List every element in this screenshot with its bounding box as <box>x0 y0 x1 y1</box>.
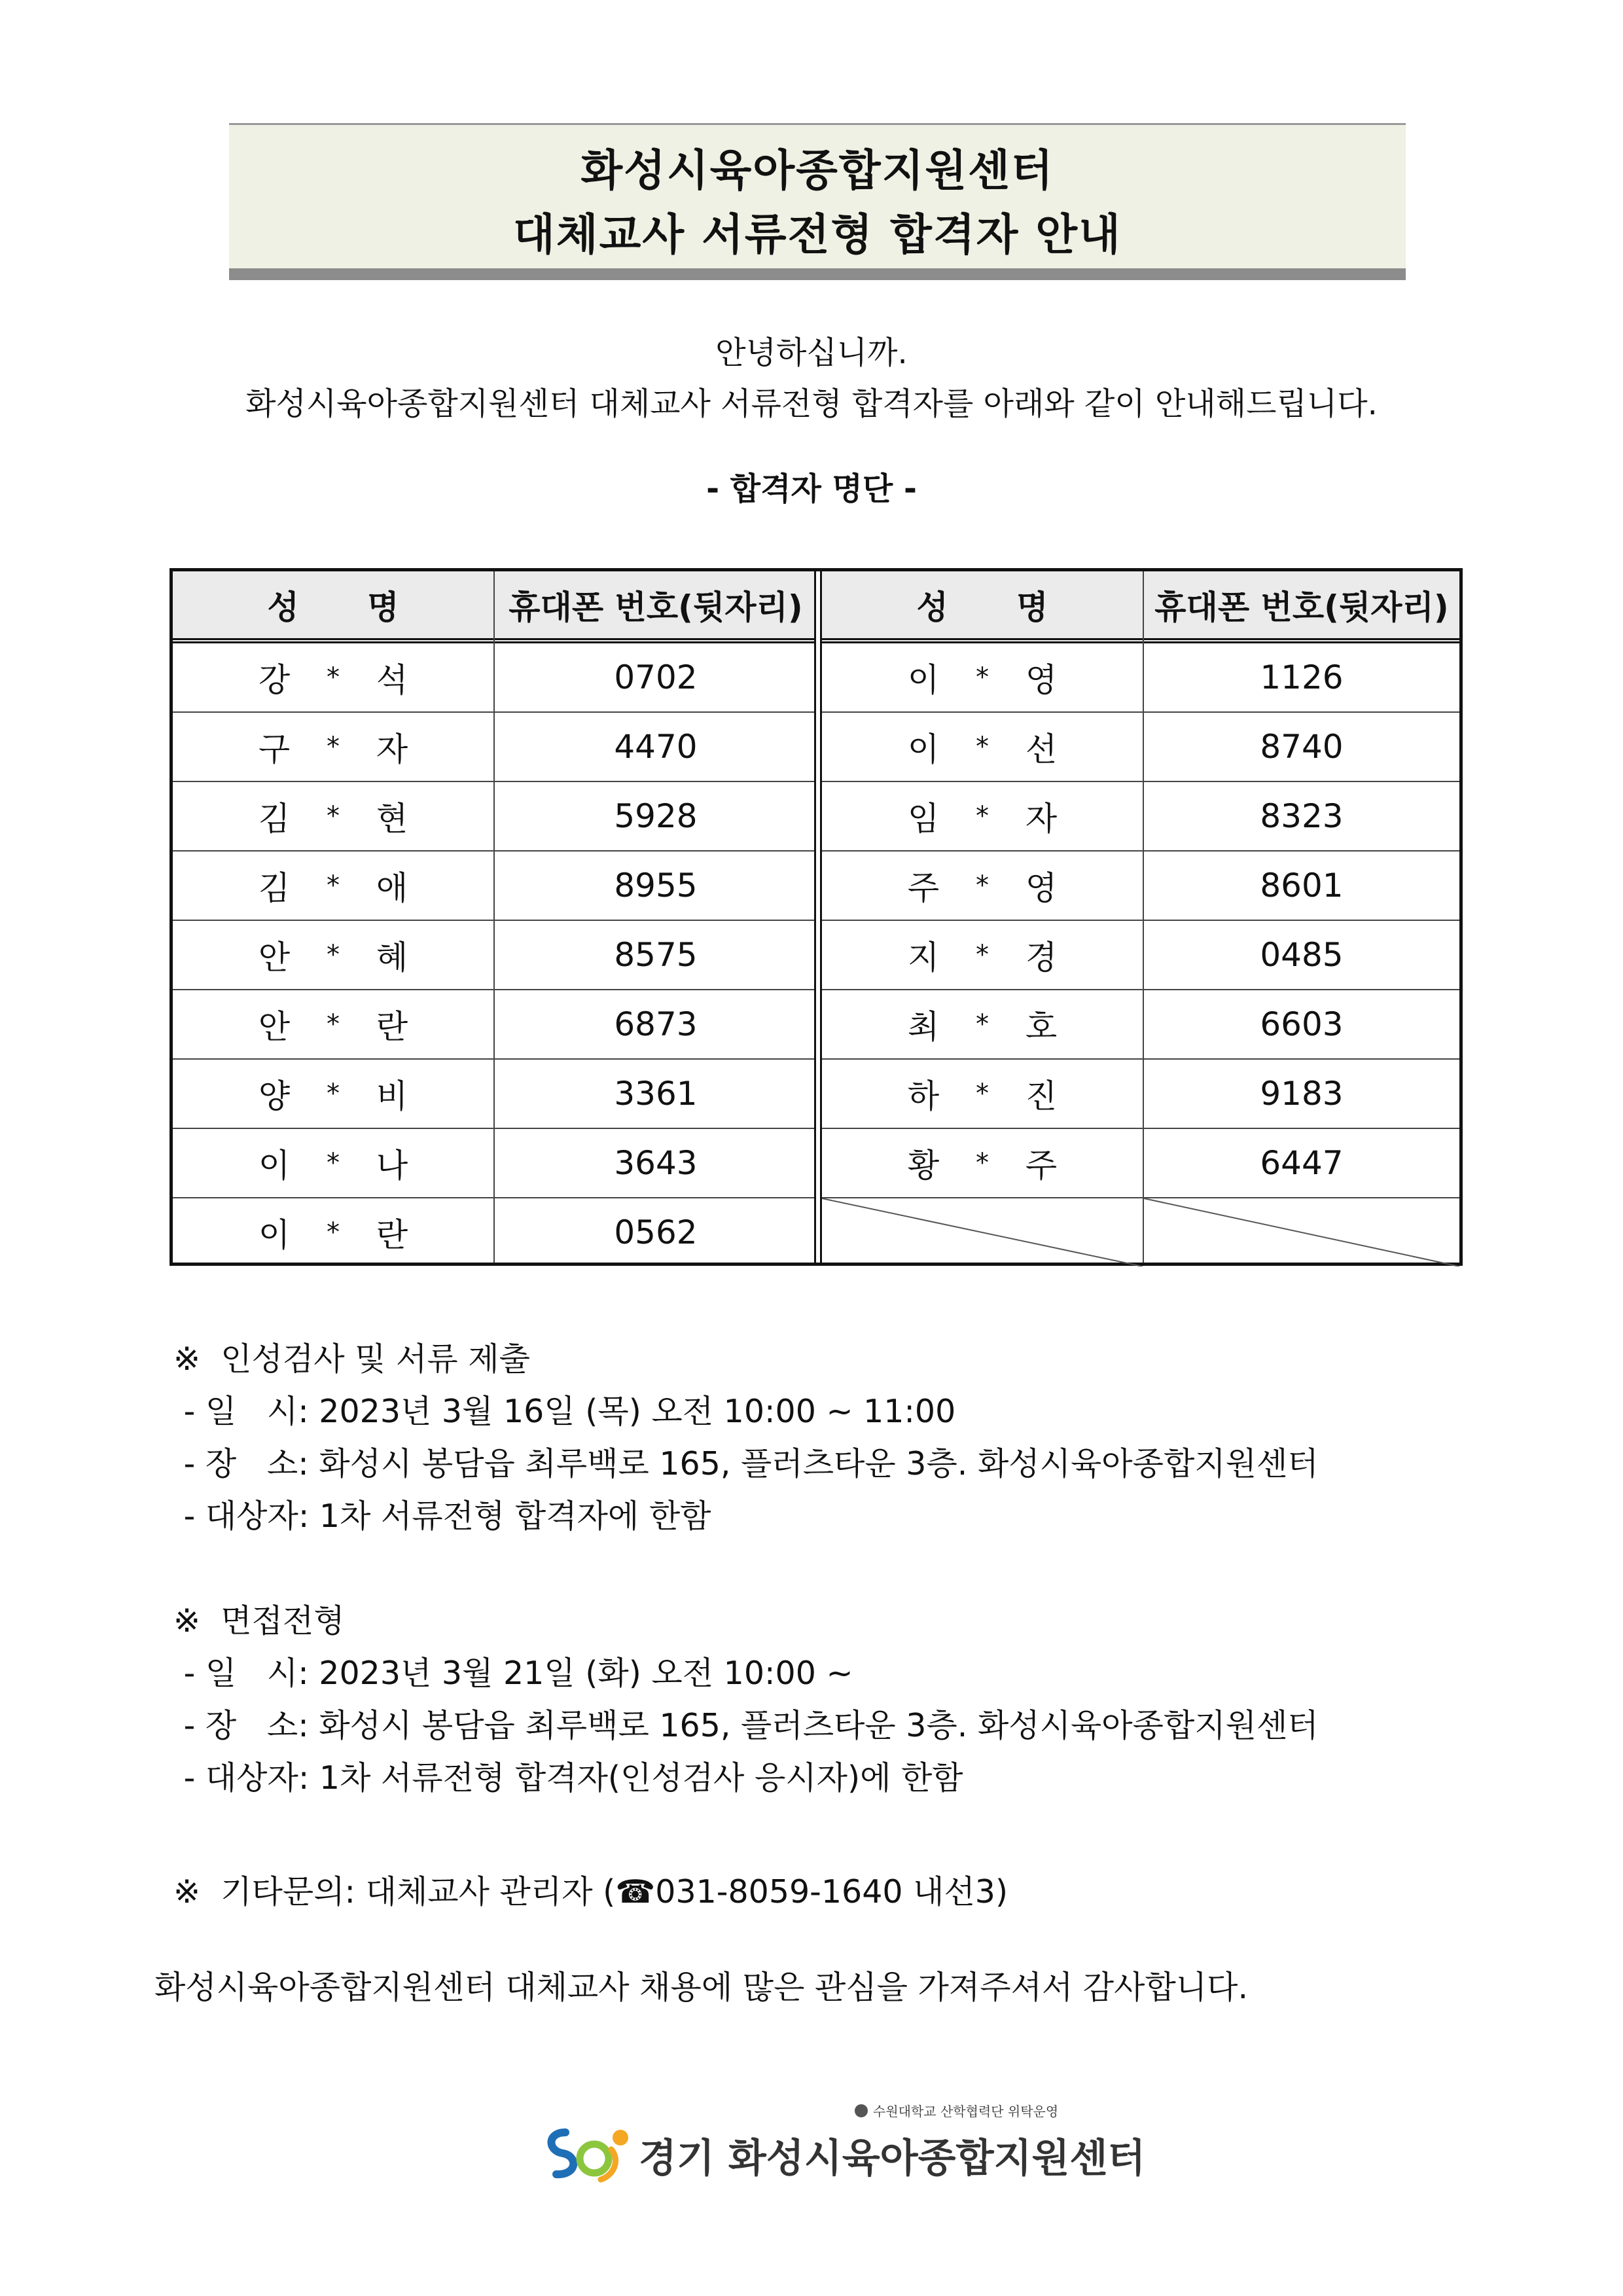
operator-tag <box>855 2101 1058 2120</box>
name-mid: * <box>327 662 340 692</box>
phone-cell: 6447 <box>1260 1144 1344 1182</box>
name-last: 경 <box>1025 939 1058 977</box>
name-first: 황 <box>907 1147 940 1185</box>
name-last: 애 <box>376 869 408 907</box>
phone-cell: 5928 <box>614 797 698 835</box>
name-mid: * <box>327 1009 340 1039</box>
phone-cell: 9183 <box>1260 1075 1344 1113</box>
table-row <box>173 1060 817 1129</box>
table-row <box>822 713 1459 782</box>
name-mid: * <box>976 1079 989 1109</box>
table-row <box>822 852 1459 921</box>
name-cell <box>173 1060 493 1128</box>
phone-cell: 8575 <box>614 936 698 974</box>
name-first: 지 <box>907 939 940 977</box>
name-mid: * <box>327 1148 340 1178</box>
name-cell <box>822 713 1143 781</box>
phone-cell: 4470 <box>614 728 698 766</box>
table-header-left <box>173 571 817 643</box>
name-mid: * <box>327 732 340 762</box>
table-row <box>173 713 817 782</box>
table-row <box>173 921 817 990</box>
name-cell <box>822 921 1143 989</box>
empty-cell-strike <box>822 1198 1459 1266</box>
name-mid: * <box>976 732 989 762</box>
title-line-1: 화성시육아종합지원센터 <box>580 145 1054 196</box>
name-cell <box>822 643 1143 711</box>
name-first: 양 <box>258 1077 291 1115</box>
name-cell <box>173 782 493 850</box>
closing-line: 화성시육아종합지원센터 대체교사 채용에 많은 관심을 가져주셔서 감사합니다. <box>154 1969 1249 2006</box>
table-row <box>822 782 1459 852</box>
phone-cell: 6873 <box>614 1005 698 1043</box>
table-row <box>822 1060 1459 1129</box>
name-cell <box>822 990 1143 1058</box>
name-mid: * <box>327 1217 340 1247</box>
table-right-half <box>822 571 1459 1263</box>
center-name: 경기 화성시육아종합지원센터 <box>639 2136 1146 2181</box>
name-last: 진 <box>1025 1077 1058 1115</box>
phone-cell: 6603 <box>1260 1005 1344 1043</box>
name-cell <box>173 1198 493 1266</box>
table-row <box>822 921 1459 990</box>
section-heading: ※ 면접전형 <box>173 1602 345 1640</box>
table-row <box>173 990 817 1060</box>
name-first: 김 <box>258 800 291 838</box>
phone-cell: 0562 <box>614 1213 698 1251</box>
header-name: 성 명 <box>916 588 1048 626</box>
section-line: - 일 시: 2023년 3월 21일 (화) 오전 10:00 ~ <box>173 1655 853 1692</box>
phone-cell: 0485 <box>1260 936 1344 974</box>
name-cell <box>822 852 1143 920</box>
name-last: 영 <box>1025 661 1058 699</box>
title-line-2: 대체교사 서류전형 합격자 안내 <box>513 209 1122 260</box>
name-first: 이 <box>258 1216 291 1254</box>
table-row <box>173 852 817 921</box>
section-line: - 일 시: 2023년 3월 16일 (목) 오전 10:00 ~ 11:00 <box>173 1393 956 1430</box>
phone-cell: 3361 <box>614 1075 698 1113</box>
table-double-divider <box>814 571 822 1263</box>
name-cell <box>173 990 493 1058</box>
table-left-half <box>173 571 817 1263</box>
university-seal-icon <box>855 2104 868 2117</box>
name-mid: * <box>327 870 340 901</box>
section-line: - 장 소: 화성시 봉담읍 최루백로 165, 플러츠타운 3층. 화성시육아종합지원센터 <box>173 1707 1319 1744</box>
name-mid: * <box>976 1009 989 1039</box>
footer-logo <box>541 2100 1146 2185</box>
header-name: 성 명 <box>267 588 399 626</box>
table-header-right <box>822 571 1459 643</box>
title-box <box>229 123 1406 280</box>
name-mid: * <box>976 940 989 970</box>
name-first: 하 <box>907 1077 940 1115</box>
name-first: 안 <box>258 939 291 977</box>
greeting-line-1: 안녕하십니까. <box>715 334 908 371</box>
section-line: - 대상자: 1차 서류전형 합격자에 한함 <box>173 1498 711 1535</box>
name-first: 주 <box>907 869 940 907</box>
name-first: 이 <box>258 1147 291 1185</box>
section-line: - 대상자: 1차 서류전형 합격자(인성검사 응시자)에 한함 <box>173 1759 963 1797</box>
table-row <box>822 1129 1459 1198</box>
name-cell <box>822 1129 1143 1197</box>
name-mid: * <box>976 801 989 831</box>
name-last: 주 <box>1025 1147 1058 1185</box>
name-first: 최 <box>907 1008 940 1046</box>
greeting-line-2: 화성시육아종합지원센터 대체교사 서류전형 합격자를 아래와 같이 안내해드립니다. <box>245 386 1378 422</box>
name-last: 영 <box>1025 869 1058 907</box>
phone-cell: 8601 <box>1260 867 1344 905</box>
phone-cell: 8740 <box>1260 728 1344 766</box>
name-mid: * <box>976 1148 989 1178</box>
name-mid: * <box>976 870 989 901</box>
section-heading: ※ 인성검사 및 서류 제출 <box>173 1340 530 1378</box>
phone-cell: 1126 <box>1260 658 1344 696</box>
header-phone: 휴대폰 번호(뒷자리) <box>508 588 803 626</box>
name-last: 자 <box>376 730 408 768</box>
name-mid: * <box>327 1079 340 1109</box>
name-last: 비 <box>376 1077 408 1115</box>
name-last: 선 <box>1025 730 1058 768</box>
name-first: 구 <box>258 730 291 768</box>
operator-tag-text: 수원대학교 산학협력단 위탁운영 <box>873 2104 1059 2119</box>
name-last: 현 <box>376 800 408 838</box>
name-last: 혜 <box>376 939 408 977</box>
name-first: 강 <box>258 661 291 699</box>
name-mid: * <box>327 801 340 831</box>
name-first: 이 <box>907 661 940 699</box>
phone-cell: 8323 <box>1260 797 1344 835</box>
name-last: 자 <box>1025 800 1058 838</box>
name-mid: * <box>976 662 989 692</box>
title-underline-bar <box>229 268 1406 280</box>
section-line: - 장 소: 화성시 봉담읍 최루백로 165, 플러츠타운 3층. 화성시육아종합지원센터 <box>173 1445 1319 1482</box>
table-row <box>822 1198 1459 1268</box>
name-cell <box>173 1129 493 1197</box>
table-row <box>822 990 1459 1060</box>
table-row <box>173 1198 817 1268</box>
name-cell <box>822 782 1143 850</box>
name-mid: * <box>327 940 340 970</box>
name-first: 안 <box>258 1008 291 1046</box>
phone-cell: 3643 <box>614 1144 698 1182</box>
center-logo-icon <box>541 2119 632 2185</box>
roster-heading: - 합격자 명단 - <box>706 471 917 507</box>
name-cell <box>173 643 493 711</box>
passer-table <box>169 568 1463 1266</box>
contact-line: ※ 기타문의: 대체교사 관리자 (☎031-8059-1640 내선3) <box>173 1873 1008 1910</box>
name-cell <box>822 1060 1143 1128</box>
name-last: 석 <box>376 661 408 699</box>
name-first: 이 <box>907 730 940 768</box>
phone-cell: 0702 <box>614 658 698 696</box>
table-row <box>822 643 1459 713</box>
table-row <box>173 643 817 713</box>
header-phone: 휴대폰 번호(뒷자리) <box>1154 588 1449 626</box>
name-cell <box>173 921 493 989</box>
table-row <box>173 782 817 852</box>
phone-cell: 8955 <box>614 867 698 905</box>
name-first: 임 <box>907 800 940 838</box>
name-last: 란 <box>376 1008 408 1046</box>
table-row <box>173 1129 817 1198</box>
name-cell <box>173 713 493 781</box>
name-last: 란 <box>376 1216 408 1254</box>
name-first: 김 <box>258 869 291 907</box>
name-last: 나 <box>376 1147 408 1185</box>
name-cell <box>173 852 493 920</box>
name-last: 호 <box>1025 1008 1058 1046</box>
